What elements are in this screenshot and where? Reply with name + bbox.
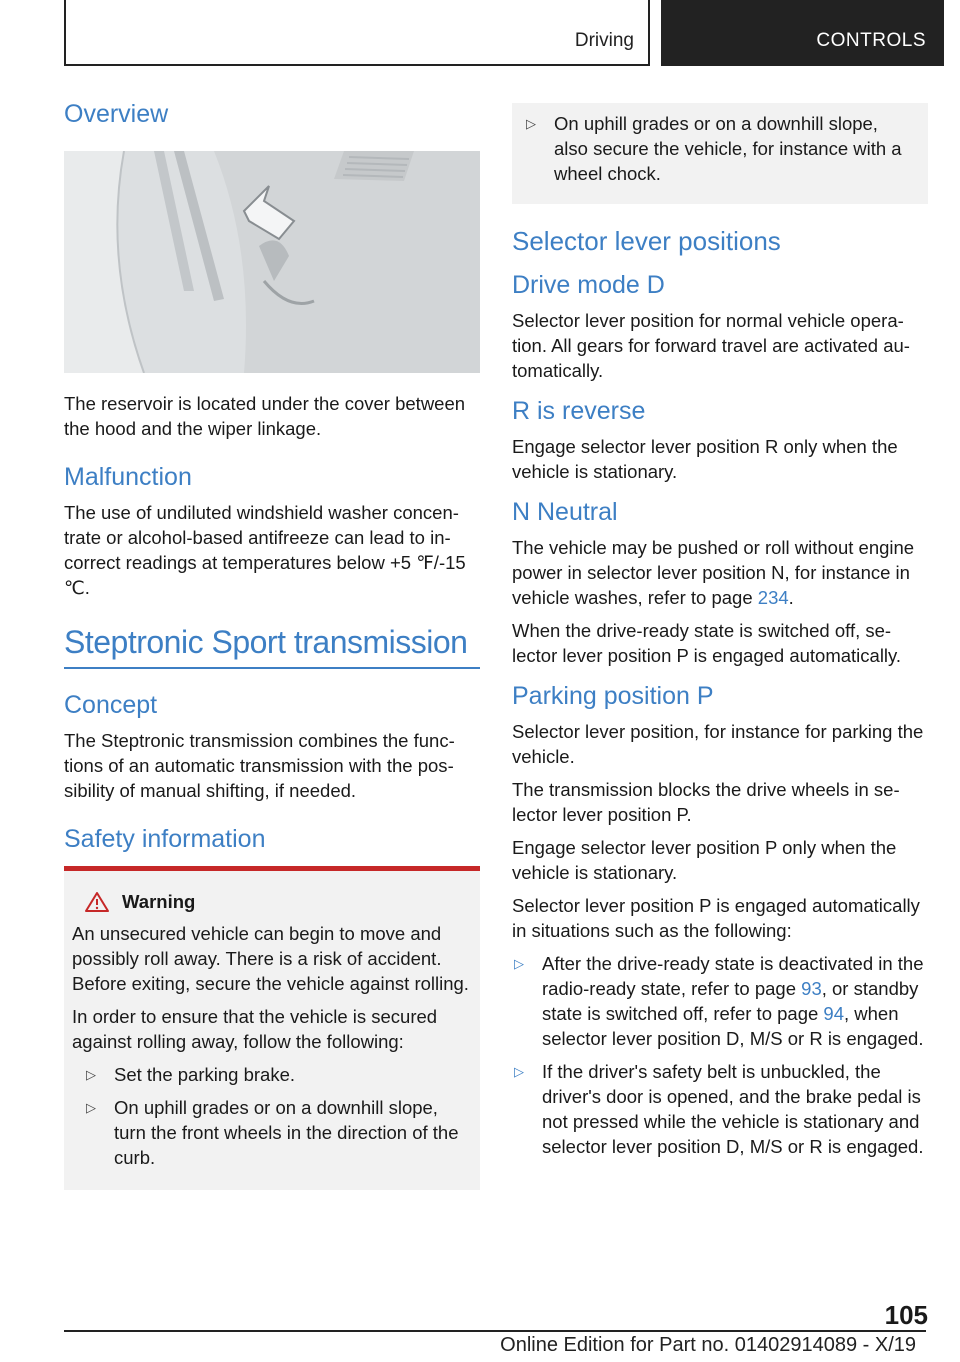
list-item: ▷ Set the parking brake. xyxy=(72,1062,472,1087)
reverse-heading: R is reverse xyxy=(512,397,646,425)
warning-triangle-icon xyxy=(84,891,110,913)
warning-list xyxy=(72,1062,472,1170)
warning-list-continued xyxy=(512,111,914,186)
list-item-text: , or standby state is switched off, refer to page xyxy=(542,978,919,1024)
warning-text-1: An unsecured vehicle can begin to move and possibly roll away. There is a risk of accident. Before exiting, secure the vehicle against rolling. xyxy=(72,923,469,994)
header-section-label: Driving xyxy=(574,30,634,51)
page-link-94[interactable]: 94 xyxy=(823,1003,844,1024)
warning-box xyxy=(64,866,480,1190)
concept-heading: Concept xyxy=(64,691,158,719)
page-link-234[interactable]: 234 xyxy=(757,587,789,608)
overview-heading: Overview xyxy=(64,100,169,128)
concept-text: The Steptronic transmission combines the functions of an automatic transmission with the possibility of manual shifting, if needed. xyxy=(64,730,455,801)
list-item: ▷ On uphill grades or on a downhill slope, turn the front wheels in the direction of the curb. xyxy=(72,1095,472,1170)
warning-text-2: In order to ensure that the vehicle is secured against rolling away, follow the following: xyxy=(72,1006,438,1052)
safety-heading: Safety information xyxy=(64,825,266,853)
reservoir-illustration xyxy=(64,151,480,373)
reverse-text: Engage selector lever position R only when the vehicle is stationary. xyxy=(512,436,898,482)
warning-header xyxy=(72,891,472,913)
list-item-text: After the drive-ready state is deactivated in the radio-ready state, refer to page xyxy=(542,953,924,999)
list-item: ▷ On uphill grades or on a downhill slope, also secure the vehicle, for instance with a wheel chock. xyxy=(512,111,914,186)
left-column xyxy=(64,100,480,1190)
parking-text-2: The transmission blocks the drive wheels in selector lever position P. xyxy=(512,779,900,825)
transmission-heading: Steptronic Sport transmission xyxy=(64,624,480,669)
malfunction-heading: Malfunction xyxy=(64,463,192,491)
list-item: ▷ If the driver's safety belt is unbuckled, the driver's door is opened, and the brake pedal is not pressed while the vehicle is stationary and selector lever position D, M/S or R is engaged. xyxy=(512,1059,928,1159)
selector-positions-heading: Selector lever positions xyxy=(512,226,781,256)
header-chapter-label: CONTROLS xyxy=(816,30,926,51)
drive-mode-text: Selector lever position for normal vehicle operation. All gears for forward travel are activated automatically. xyxy=(512,310,910,381)
page-number: 105 xyxy=(884,1300,928,1330)
overview-text: The reservoir is located under the cover between the hood and the wiper linkage. xyxy=(64,393,466,439)
parking-heading: Parking position P xyxy=(512,682,714,710)
parking-auto-list xyxy=(512,951,928,1159)
list-item xyxy=(512,951,928,1051)
drive-mode-heading: Drive mode D xyxy=(512,271,665,299)
parking-text-4: Selector lever position P is engaged automatically in situations such as the following: xyxy=(512,895,920,941)
warning-label: Warning xyxy=(122,891,196,912)
neutral-text-2: When the drive-ready state is switched off, selector lever position P is engaged automatically. xyxy=(512,620,902,666)
neutral-text xyxy=(512,535,928,610)
parking-text-1: Selector lever position, for instance for parking the vehicle. xyxy=(512,721,924,767)
parking-text-3: Engage selector lever position P only when the vehicle is stationary. xyxy=(512,837,897,883)
list-item-text: , when selector lever position D, M/S or R is engaged. xyxy=(542,1003,924,1049)
reservoir-drawing xyxy=(64,151,480,373)
right-column xyxy=(512,103,928,1167)
page-link-93[interactable]: 93 xyxy=(801,978,822,999)
footer-edition: Online Edition for Part no. 01402914089 - X/19 xyxy=(500,1334,916,1356)
footer-divider xyxy=(64,1330,926,1332)
header-chapter-box xyxy=(661,0,944,66)
neutral-heading: N Neutral xyxy=(512,498,618,526)
malfunction-text: The use of undiluted windshield washer concentrate or alcohol-based antifreeze can lead to incorrect readings at temperatures below +5 ℉/-15 ℃. xyxy=(64,502,466,598)
neutral-text-part: The vehicle may be pushed or roll without engine power in selector lever position N, for instance in vehicle washes, refer to page xyxy=(512,537,915,608)
warning-box-continued xyxy=(512,103,928,204)
neutral-text-end: . xyxy=(788,587,794,608)
header-section-box xyxy=(64,0,650,66)
